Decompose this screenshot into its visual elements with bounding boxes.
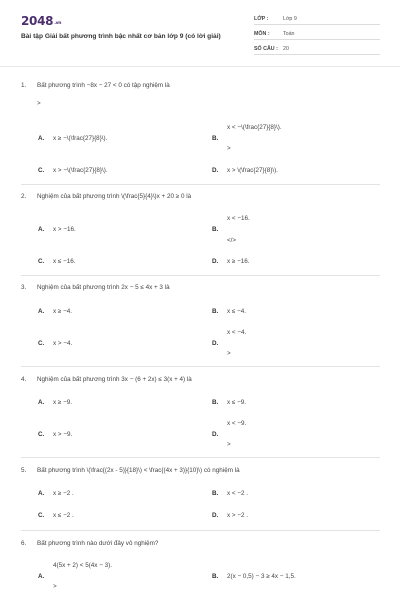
option-label: B. [212, 308, 219, 315]
question-number: 5. [21, 467, 27, 474]
question-number: 2. [21, 193, 27, 200]
option-label: A. [38, 135, 45, 142]
option-subtext: > [227, 350, 231, 357]
option-label: A. [38, 490, 45, 497]
option-label: B. [212, 399, 219, 406]
option-text: x ≤ −2 . [53, 512, 74, 519]
option-text: x ≤ −9. [227, 399, 247, 406]
divider [21, 457, 380, 458]
question-number: 6. [21, 540, 27, 547]
option-text: x ≥ −\(\frac{27}{8}\). [53, 135, 108, 142]
option-text: x ≤ −16. [53, 258, 76, 265]
option-label: B. [212, 135, 219, 142]
meta-value: Toán [283, 31, 295, 37]
divider [21, 366, 380, 367]
option-text: x < −4. [227, 329, 247, 336]
meta-key: MÔN : [254, 31, 270, 37]
meta-key: LỚP : [254, 16, 269, 22]
option-text: x > −4. [53, 340, 73, 347]
option-subtext: > [227, 145, 231, 152]
question-extra: > [37, 100, 41, 107]
meta-key: SỐ CÂU : [254, 46, 278, 52]
site-logo[interactable] [21, 14, 61, 28]
meta-row-subject [254, 29, 380, 40]
option-text: x ≥ −2 . [53, 490, 74, 497]
option-text: 2(x − 0,5) − 3 ≥ 4x − 1,5. [227, 573, 296, 580]
option-label: C. [38, 340, 45, 347]
document-title: Bài tập Giải bất phương trình bậc nhất cơ bản lớp 9 (có lời giải) [21, 33, 221, 40]
logo-text: 2048 [21, 14, 54, 28]
option-text: x > −9. [53, 431, 73, 438]
option-text: x < −2 . [227, 490, 249, 497]
option-text: x < −16. [227, 215, 250, 222]
option-label: C. [38, 431, 45, 438]
option-text: 4(5x + 2) < 5(4x − 3). [53, 562, 112, 569]
option-text: x ≥ −9. [53, 399, 73, 406]
meta-row-question-count [254, 44, 380, 55]
option-text: x ≥ −16. [227, 258, 250, 265]
option-text: x > −2 . [227, 512, 249, 519]
option-subtext: </> [227, 237, 237, 244]
question-text: Bất phương trình −8x − 27 < 0 có tập nghiệm là [37, 82, 170, 89]
logo-suffix: .vn [54, 21, 62, 26]
option-text: x ≥ −4. [53, 308, 73, 315]
option-text: x ≤ −4. [227, 308, 247, 315]
option-label: C. [38, 512, 45, 519]
question-number: 1. [21, 82, 27, 89]
divider [21, 275, 380, 276]
question-text: Bất phương trình nào dưới đây vô nghiệm? [37, 540, 159, 547]
option-text: x > −\(\frac{27}{8}\). [53, 167, 108, 174]
question-text: Nghiệm của bất phương trình \(\frac{5}{4}\)x + 20 ≥ 0 là [37, 193, 192, 200]
option-label: D. [212, 431, 219, 438]
option-label: C. [38, 167, 45, 174]
option-label: A. [38, 308, 45, 315]
option-subtext: > [53, 583, 57, 590]
option-text: x > \(\frac{27}{8}\). [227, 167, 278, 174]
divider [21, 184, 380, 185]
question-text: Nghiệm của bất phương trình 2x − 5 ≤ 4x + 3 là [37, 284, 170, 291]
option-subtext: > [227, 441, 231, 448]
meta-value: Lớp 9 [283, 16, 297, 22]
option-label: A. [38, 399, 45, 406]
meta-value: 20 [283, 46, 289, 52]
option-label: B. [212, 226, 219, 233]
question-text: Nghiệm của bất phương trình 3x − (6 + 2x) ≤ 3(x + 4) là [37, 376, 192, 383]
option-label: B. [212, 490, 219, 497]
option-text: x < −9. [227, 420, 247, 427]
document-header [0, 0, 400, 67]
question-number: 3. [21, 284, 27, 291]
option-label: B. [212, 573, 219, 580]
question-text: Bất phương trình \(\frac{(2x - 5)}{18}\) < \frac{(4x + 3)}{10}\) có nghiệm là [37, 467, 240, 474]
option-label: D. [212, 512, 219, 519]
divider [21, 530, 380, 531]
option-label: A. [38, 226, 45, 233]
meta-row-grade [254, 14, 380, 25]
option-label: D. [212, 258, 219, 265]
option-label: D. [212, 340, 219, 347]
question-number: 4. [21, 376, 27, 383]
option-text: x > −16. [53, 226, 76, 233]
option-label: D. [212, 167, 219, 174]
option-label: C. [38, 258, 45, 265]
option-label: A. [38, 573, 45, 580]
option-text: x < −\(\frac{27}{8}\). [227, 124, 282, 131]
